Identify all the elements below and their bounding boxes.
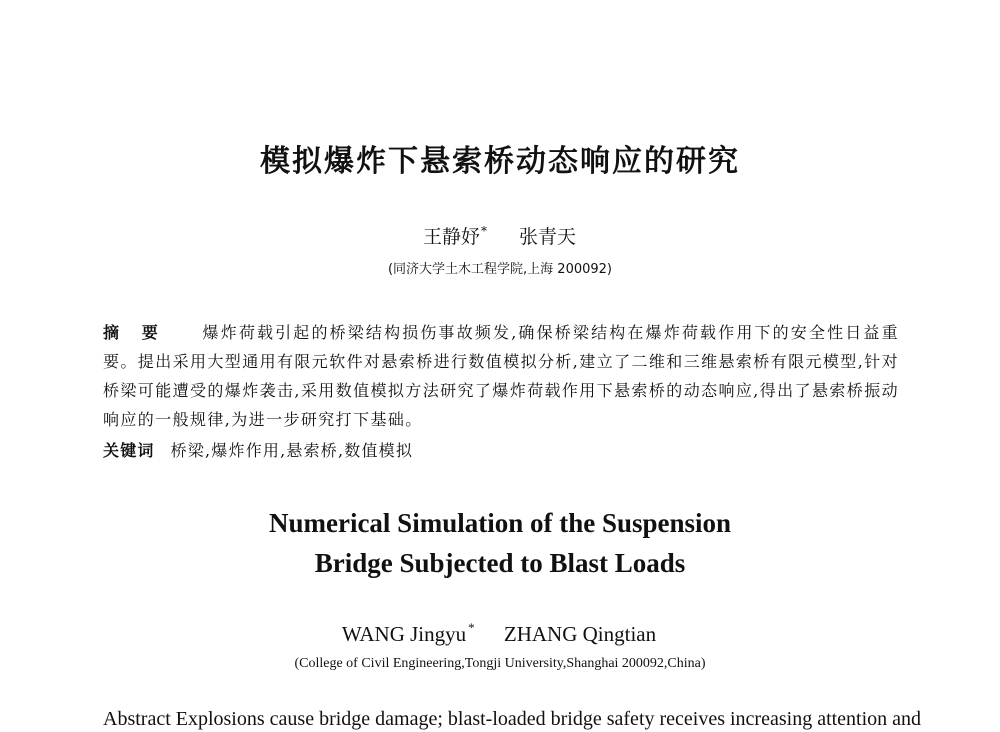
cn-affiliation: (同济大学土木工程学院,上海 200092) <box>387 262 613 277</box>
abstract-label: 摘要 <box>103 323 181 342</box>
en-authors <box>0 620 1000 647</box>
en-author <box>342 622 475 646</box>
cn-author <box>423 222 487 249</box>
en-author <box>504 622 658 646</box>
en-author-name: ZHANG Qingtian <box>503 622 657 646</box>
cn-author-name: 张青天 <box>519 226 577 248</box>
keywords-label: 关键词 <box>103 441 155 460</box>
en-title <box>0 503 1000 583</box>
cn-abstract <box>103 318 899 434</box>
en-affiliation: (College of Civil Engineering,Tongji University,Shanghai 200092,China) <box>294 656 706 671</box>
keywords-text: 桥梁,爆炸作用,悬索桥,数值模拟 <box>170 441 414 460</box>
en-abstract-cutoff-text: Abstract Explosions cause bridge damage; blast-loaded bridge safety receives increasing attention and <box>103 708 922 730</box>
en-title-line-1: Numerical Simulation of the Suspension <box>268 508 732 538</box>
corresponding-mark: * <box>480 224 487 238</box>
corresponding-mark: * <box>468 620 475 635</box>
en-author-name: WANG Jingyu <box>341 622 467 646</box>
cn-authors <box>0 222 1000 249</box>
abstract-text: 爆炸荷载引起的桥梁结构损伤事故频发,确保桥梁结构在爆炸荷载作用下的安全性日益重要。提出采用大型通用有限元软件对悬索桥进行数值模拟分析,建立了二维和三维悬索桥有限元模型,针对桥梁可能遭受的爆炸袭击,采用数值模拟方法研究了爆炸荷载作用下悬索桥的动态响应,得出了悬索桥振动响应的一般规律,为进一步研究打下基础。 <box>103 323 899 429</box>
cn-title: 模拟爆炸下悬索桥动态响应的研究 <box>260 144 740 179</box>
cn-keywords <box>103 438 899 461</box>
en-abstract-cutoff <box>103 708 922 730</box>
cn-author <box>519 222 577 249</box>
cn-author-name: 王静妤 <box>422 226 480 248</box>
en-title-line-2: Bridge Subjected to Blast Loads <box>314 548 686 578</box>
